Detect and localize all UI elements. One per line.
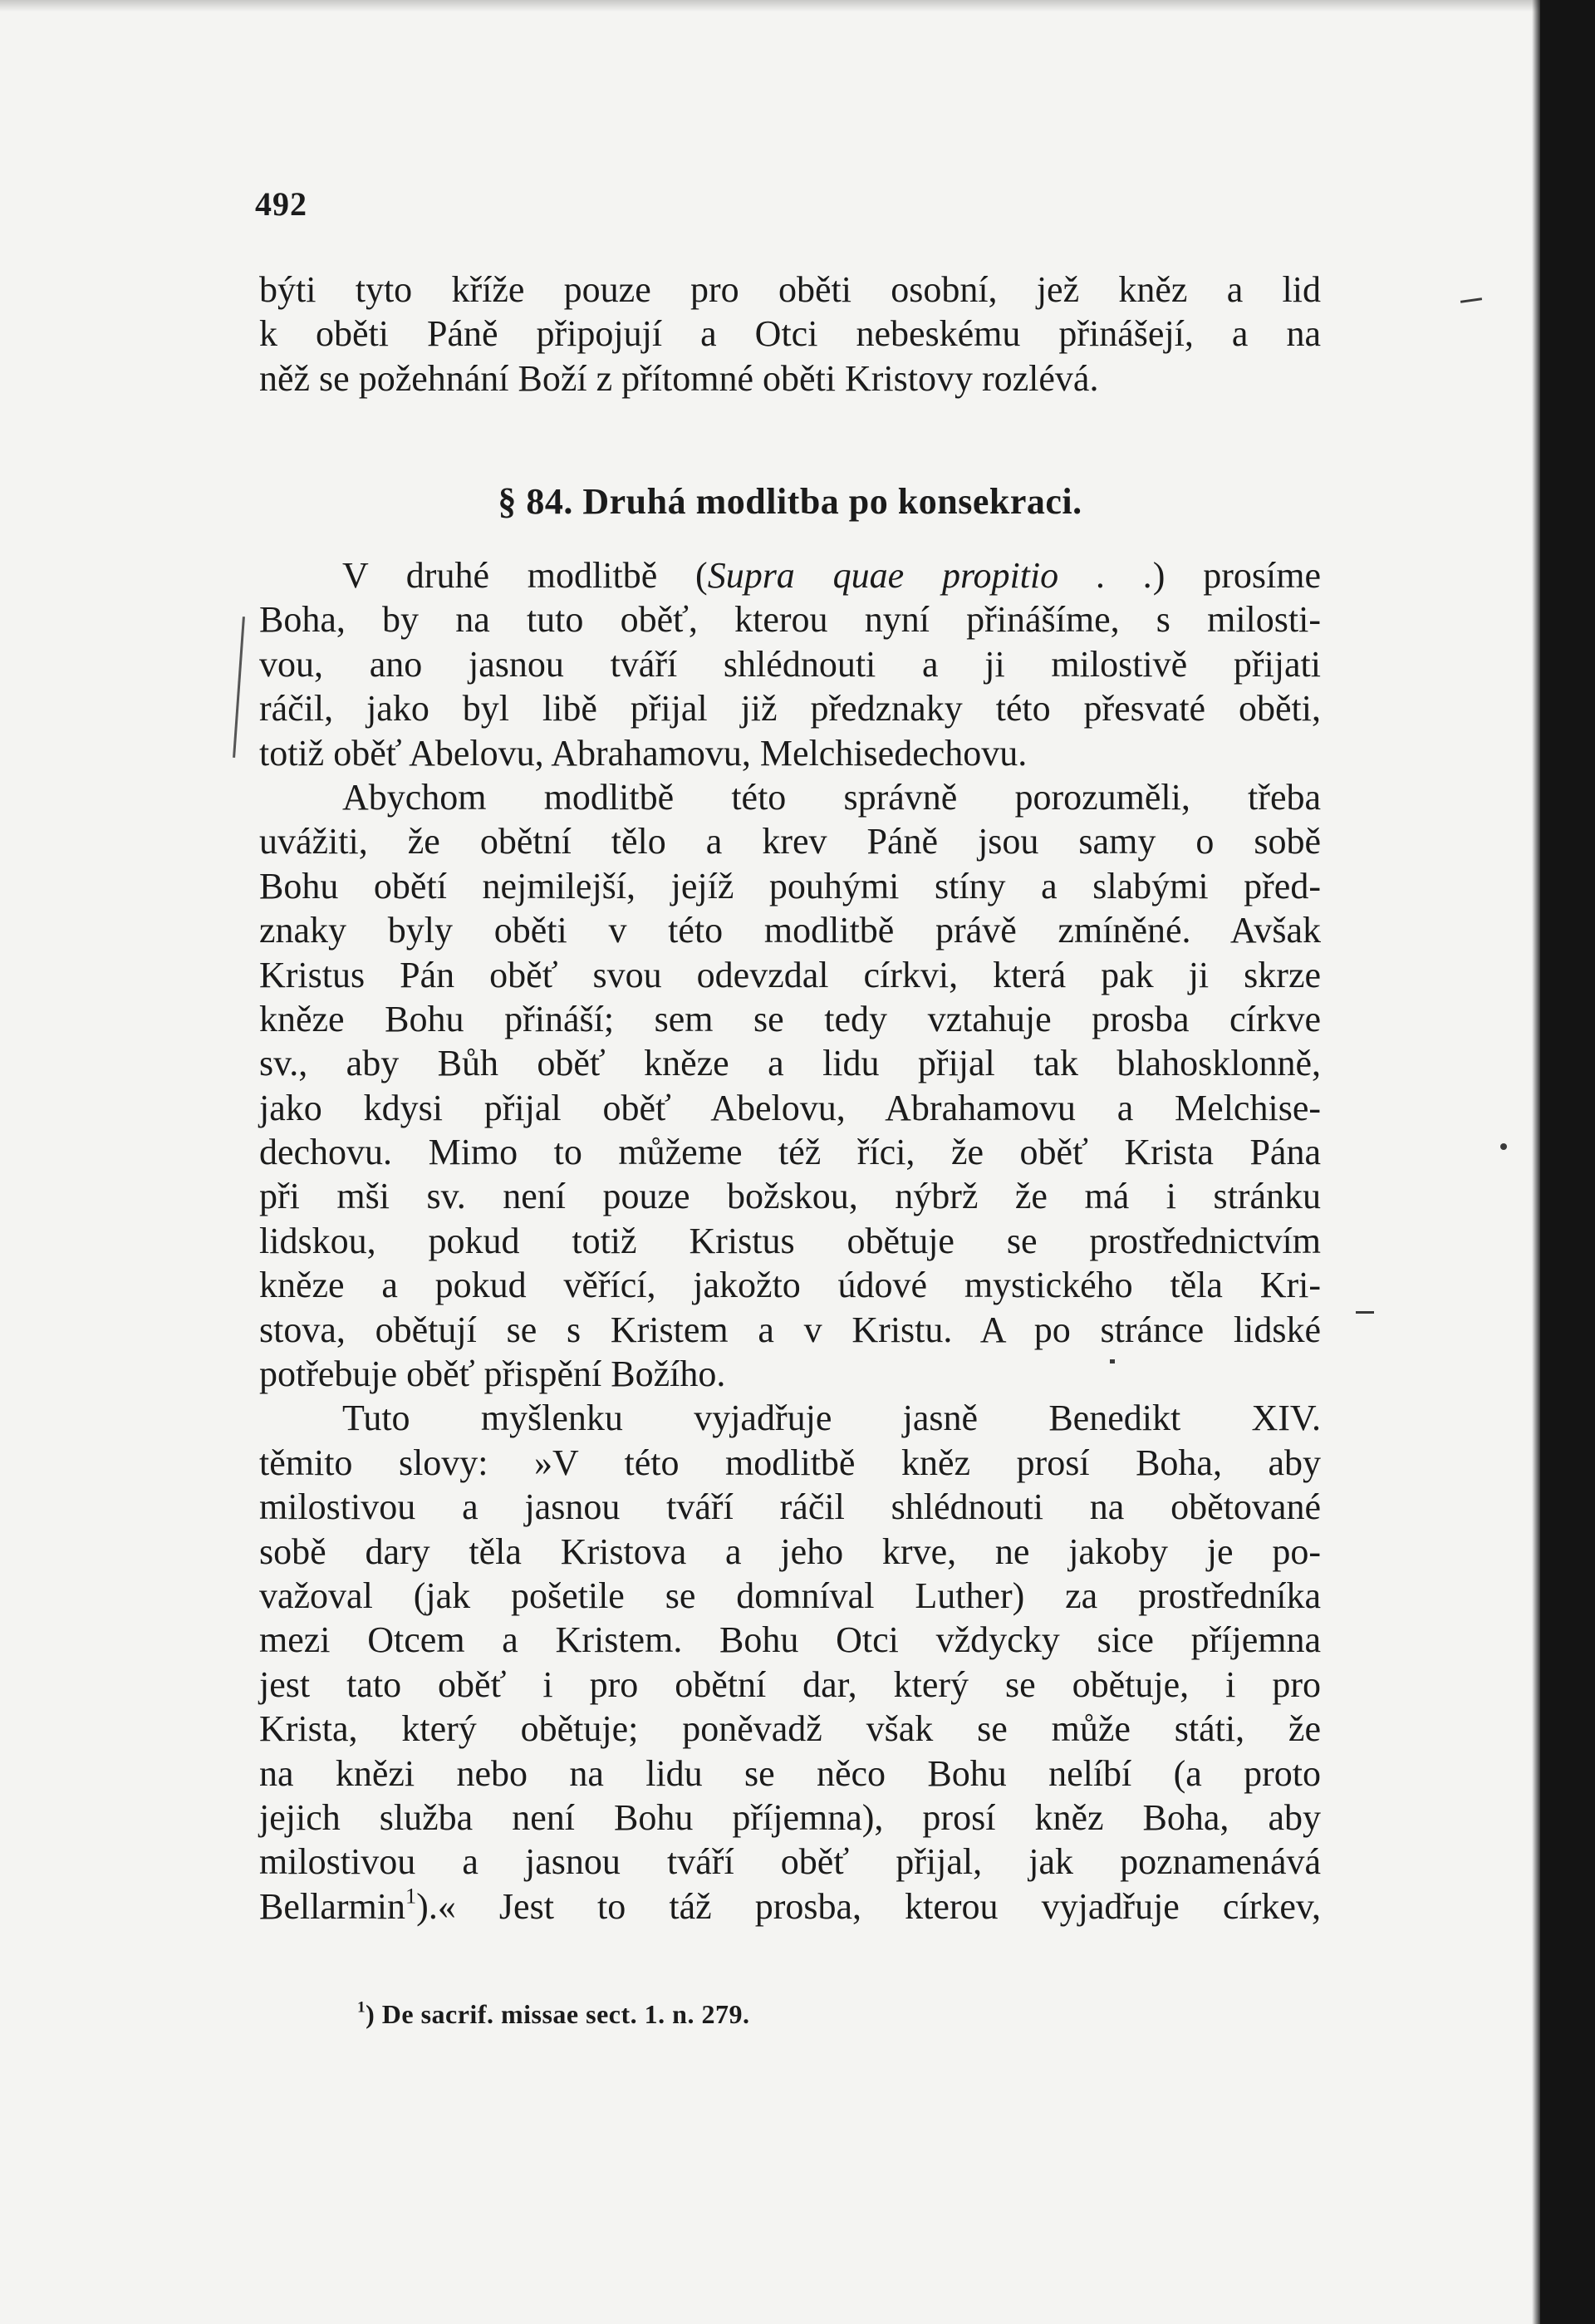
latin-incipit: Supra quae propitio . . (707, 555, 1153, 596)
text-line: Krista, který obětuje; poněvadž však se může státi, že (259, 1708, 1321, 1750)
text-line: k oběti Páně připojují a Otci nebeskému přinášejí, a na (259, 313, 1321, 355)
text-line: těmito slovy: »V této modlitbě kněz prosí Boha, aby (259, 1442, 1321, 1483)
text-span: ).« Jest to táž prosba, kterou vyjadřuje církev, (416, 1885, 1321, 1927)
text-line: při mši sv. není pouze božskou, nýbrž že má i stránku (259, 1176, 1321, 1217)
text-line: lidskou, pokud totiž Kristus obětuje se prostřednictvím (259, 1220, 1321, 1261)
text-line: znaky byly oběti v této modlitbě právě zmíněné. Avšak (259, 910, 1321, 951)
text-line: kněze Bohu přináší; sem se tedy vztahuje prosba církve (259, 998, 1321, 1039)
footnote-reference[interactable]: 1 (405, 1883, 417, 1909)
text-line: važoval (jak pošetile se domníval Luther) za prostředníka (259, 1575, 1321, 1616)
scan-mark (1460, 297, 1482, 303)
text-line: Kristus Pán oběť svou odevzdal církvi, která pak ji skrze (259, 954, 1321, 995)
body-text (259, 553, 1321, 1928)
text-line: Tuto myšlenku vyjadřuje jasně Benedikt XIV. (342, 1398, 1321, 1439)
text-line (259, 553, 1321, 597)
text-line: kněze a pokud věřící, jakožto údové mystického těla Kri- (259, 1265, 1321, 1306)
text-line: na knězi nebo na lidu se něco Bohu nelíbí (a proto (259, 1752, 1321, 1794)
text-line: jako kdysi přijal oběť Abelovu, Abrahamovu a Melchise- (259, 1087, 1321, 1128)
text-line: Bohu obětí nejmilejší, jejíž pouhými stíny a slabými před- (259, 865, 1321, 907)
text-line: mezi Otcem a Kristem. Bohu Otci vždycky sice příjemna (259, 1619, 1321, 1661)
page-number: 492 (255, 185, 307, 223)
intro-paragraph (259, 268, 1321, 400)
text-line: sobě dary těla Kristova a jeho krve, ne jakoby je po- (259, 1530, 1321, 1572)
text-line: ráčil, jako byl libě přijal již předznaky této přesvaté oběti, (259, 688, 1321, 730)
text-line: uvážiti, že obětní tělo a krev Páně jsou samy o sobě (259, 821, 1321, 862)
scan-mark (233, 617, 245, 758)
text-span: ) prosíme (1152, 555, 1321, 596)
text-line: Boha, by na tuto oběť, kterou nyní přinášíme, s milosti- (259, 599, 1321, 641)
footnote-text: ) De sacrif. missae sect. 1. n. 279. (366, 1999, 750, 2029)
scan-mark (1356, 1311, 1374, 1314)
footnote-marker: 1 (357, 1998, 366, 2017)
text-line: sv., aby Bůh oběť kněze a lidu přijal tak blahosklonně, (259, 1043, 1321, 1084)
text-line: stova, obětují se s Kristem a v Kristu. A po stránce lidské (259, 1309, 1321, 1350)
text-line: Abychom modlitbě této správně porozuměli, třeba (342, 776, 1321, 818)
footnote (357, 1999, 749, 2030)
text-line: býti tyto kříže pouze pro oběti osobní, jež kněz a lid (259, 269, 1321, 310)
text-line: jest tato oběť i pro obětní dar, který se obětuje, i pro (259, 1663, 1321, 1705)
text-line: dechovu. Mimo to můžeme též říci, že oběť Krista Pána (259, 1132, 1321, 1173)
top-scan-shadow (0, 0, 1540, 12)
scan-edge-shadow (1532, 0, 1540, 2324)
text-line: milostivou a jasnou tváří oběť přijal, jak poznamenává (259, 1841, 1321, 1883)
text-line (259, 1884, 1321, 1928)
text-span: V druhé modlitbě ( (342, 555, 708, 596)
text-line: jejich služba není Bohu příjemna), prosí kněz Boha, aby (259, 1796, 1321, 1838)
text-line: totiž oběť Abelovu, Abrahamovu, Melchisedechovu. (259, 732, 1028, 774)
text-line: potřebuje oběť přispění Božího. (259, 1354, 726, 1395)
text-span: Bellarmin (259, 1885, 405, 1927)
section-heading: § 84. Druhá modlitba po konsekraci. (498, 481, 1082, 522)
text-line: vou, ano jasnou tváří shlédnouti a ji milostivě přijati (259, 643, 1321, 685)
scan-edge-right (1540, 0, 1595, 2324)
text-line: milostivou a jasnou tváří ráčil shlédnouti na obětované (259, 1486, 1321, 1528)
text-line: něž se požehnání Boží z přítomné oběti Kristovy rozlévá. (259, 357, 1099, 399)
scan-mark (1500, 1143, 1507, 1150)
